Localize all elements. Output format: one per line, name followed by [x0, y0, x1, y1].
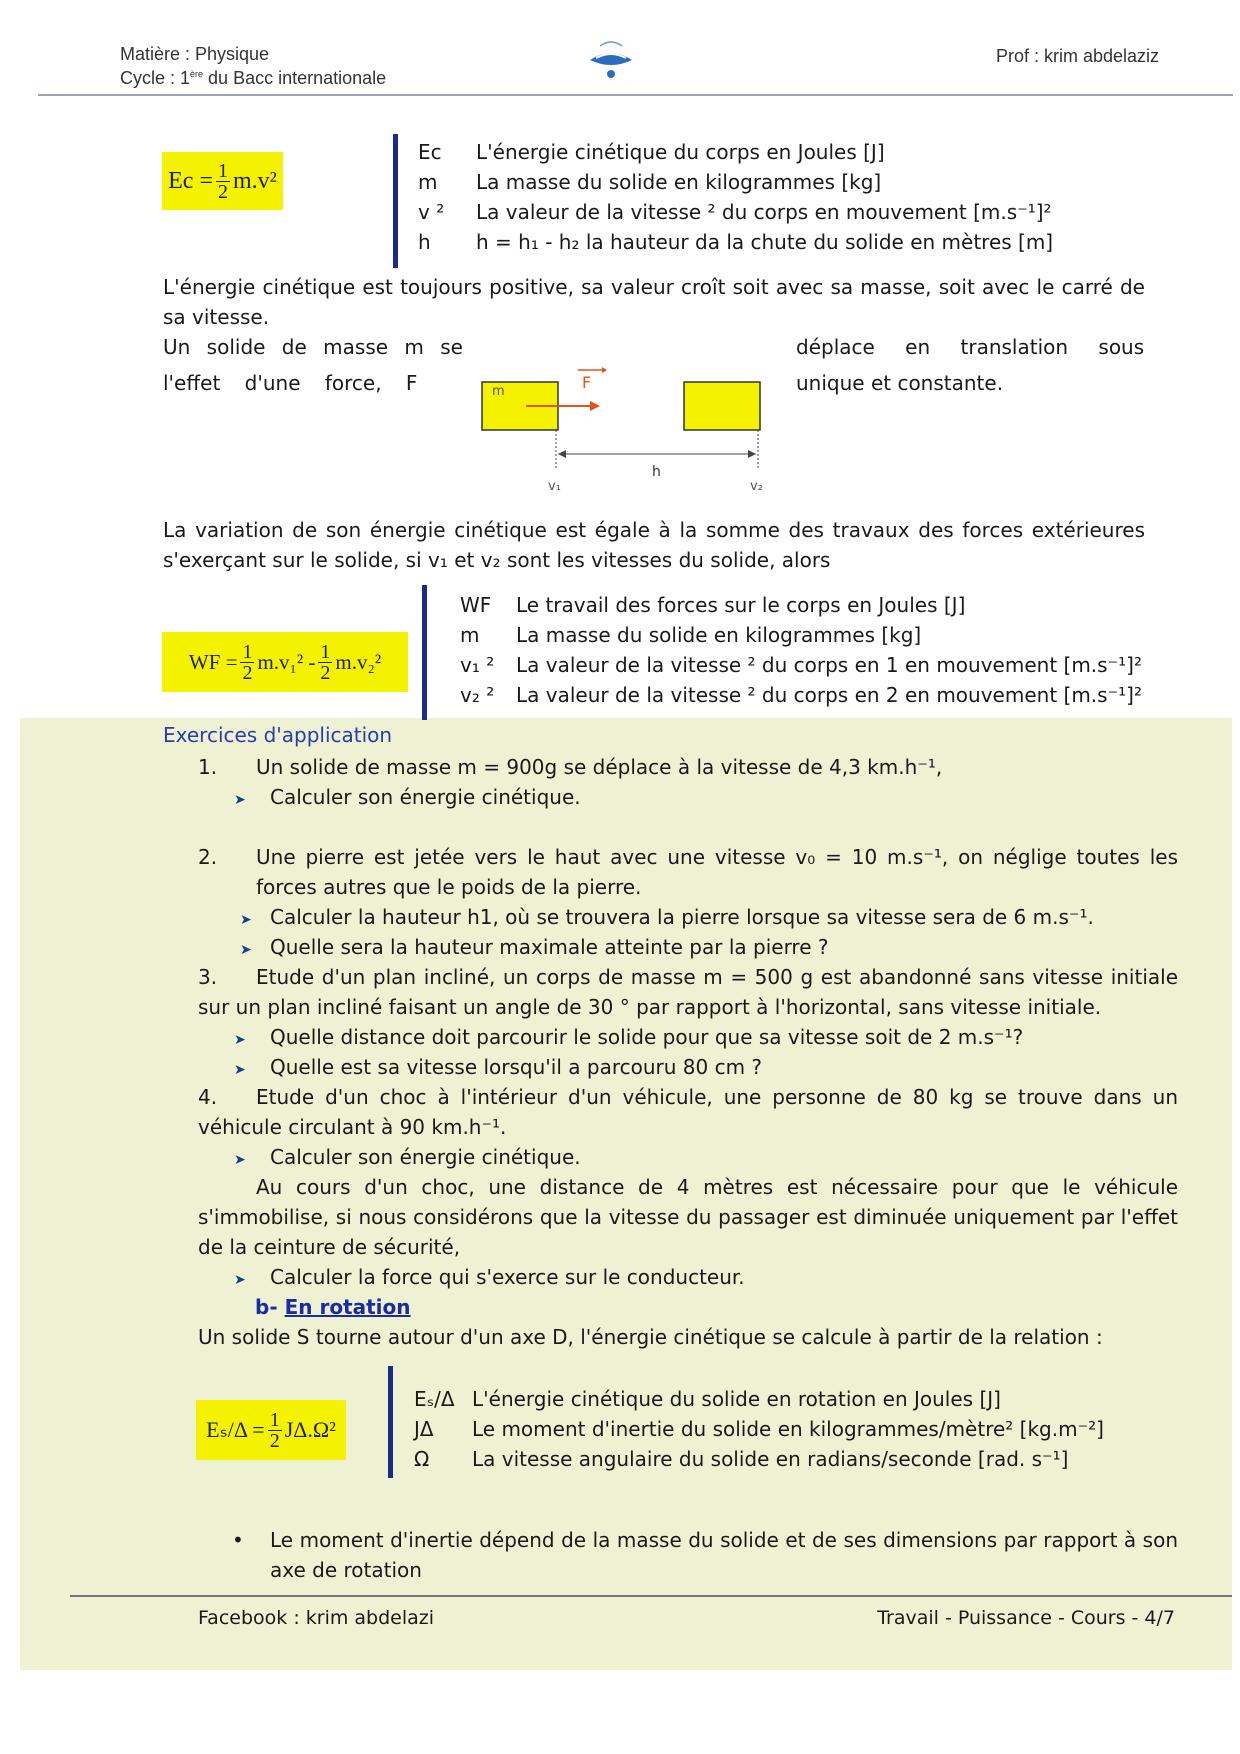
exercise-3-bullet-2: ➤ Quelle est sa vitesse lorsqu'il a parcouru 80 cm ? [234, 1052, 762, 1085]
paragraph-translation-right-2: unique et constante. [796, 371, 1004, 395]
definition-row: Eₛ/Δ L'énergie cinétique du solide en rotation en Joules [J] [414, 1387, 1001, 1411]
exercise-2: 2. Une pierre est jetée vers le haut avec une vitesse v₀ = 10 m.s⁻¹, on néglige toutes les forces autres que le poids de la pierre. [198, 845, 1178, 899]
exercises-title: Exercices d'application [163, 723, 393, 747]
header-professor: Prof : krim abdelaziz [996, 46, 1160, 66]
paragraph-variation: La variation de son énergie cinétique est égale à la somme des travaux des forces extérieures s'exerçant sur le solide, si v₁ et v₂ sont les vitesses du solide, alors [163, 518, 1145, 572]
translation-diagram [470, 360, 780, 500]
footer-rule [70, 1595, 1232, 1597]
arrow-bullet-icon: ➤ [234, 1062, 246, 1078]
work-energy-formula: WF = $\frac{1}{2}$ m.v₁² - $\frac{1}{2}$ m.v₂² [162, 632, 408, 692]
rotation-divider [388, 1366, 393, 1478]
formula2-divider [422, 585, 427, 720]
header-subject: Matière : Physique [120, 44, 270, 64]
distance-arrow-right [748, 450, 756, 458]
formula1-definitions [418, 137, 1118, 257]
arrow-bullet-icon: ➤ [234, 792, 246, 808]
exercise-4-bullet-2: ➤ Calculer la force qui s'exerce sur le conducteur. [234, 1262, 745, 1295]
exercise-1: 1. Un solide de masse m = 900g se déplace à la vitesse de 4,3 km.h⁻¹, [198, 755, 943, 779]
kinetic-energy-formula: Ec = $\frac{1}{2}$ m.v² [162, 152, 283, 210]
rotation-intro: Un solide S tourne autour d'un axe D, l'énergie cinétique se calcule à partir de la relation : [198, 1325, 1103, 1349]
definition-row: Ω La vitesse angulaire du solide en radians/seconde [rad. s⁻¹] [414, 1447, 1069, 1471]
distance-arrow-left [558, 450, 566, 458]
exercise-4-text-2: Au cours d'un choc, une distance de 4 mètres est nécessaire pour que le véhicule s'immobilise, si nous considérons que la vitesse du passager est diminuée uniquement par l'effet de la ceinture de sécurité, [198, 1175, 1178, 1259]
label-m: m [492, 384, 505, 399]
rotation-heading: b- En rotation [255, 1295, 411, 1319]
paragraph-translation-right-1: déplace en translation sous [796, 335, 1145, 359]
exercise-3-bullet-1: ➤ Quelle distance doit parcourir le solide pour que sa vitesse soit de 2 m.s⁻¹? [234, 1022, 1023, 1055]
header-cycle: Cycle : 1ère du Bacc internationale [120, 68, 387, 88]
exercise-3: 3. Etude d'un plan incliné, un corps de masse m = 500 g est abandonné sans vitesse initiale sur un plan incliné faisant un angle de 30 ° par rapport à l'horizontal, sans vitesse initiale. [198, 965, 1178, 1019]
formula2-definitions [460, 590, 1160, 710]
definition-row: Ec L'énergie cinétique du corps en Joules [J] [418, 140, 885, 164]
label-v2: v₂ [750, 479, 763, 494]
paragraph-translation-left-1: Un solide de masse m se [163, 335, 463, 359]
exercise-2-bullet-2: ➤ Quelle sera la hauteur maximale atteinte par la pierre ? [240, 932, 829, 965]
label-v1: v₁ [548, 479, 561, 494]
label-F: F [582, 373, 592, 392]
definition-row: v₂ ² La valeur de la vitesse ² du corps en 2 en mouvement [m.s⁻¹]² [460, 683, 1142, 707]
school-logo-icon [586, 38, 636, 84]
paragraph-translation-left-2: l'effet d'une force, F [163, 371, 418, 395]
exercise-4-bullet-1: ➤ Calculer son énergie cinétique. [234, 1142, 581, 1175]
exercise-2-bullet-1: ➤ Calculer la hauteur h1, où se trouvera la pierre lorsque sa vitesse sera de 6 m.s⁻¹. [240, 902, 1094, 935]
bullet-dot-icon: • [232, 1528, 244, 1552]
header-rule [38, 94, 1233, 96]
exercise-4: 4. Etude d'un choc à l'intérieur d'un véhicule, une personne de 80 kg se trouve dans un véhicule circulant à 90 km.h⁻¹. [198, 1085, 1178, 1139]
definition-row: m La masse du solide en kilogrammes [kg] [460, 623, 922, 647]
rotation-formula: Eₛ/Δ = $\frac{1}{2}$ JΔ.Ω² [196, 1400, 346, 1460]
formula1-divider [393, 134, 398, 268]
rotation-definitions [414, 1384, 1174, 1474]
arrow-bullet-icon: ➤ [234, 1152, 246, 1168]
rotation-link[interactable]: En rotation [284, 1295, 411, 1319]
definition-row: h h = h₁ - h₂ la hauteur da la chute du solide en mètres [m] [418, 230, 1054, 254]
force-vector-bar-head [602, 367, 607, 373]
block-final [684, 382, 760, 430]
paragraph-kinetic-positive: L'énergie cinétique est toujours positive, sa valeur croît soit avec sa masse, soit avec le carré de sa vitesse. [163, 275, 1145, 329]
definition-row: JΔ Le moment d'inertie du solide en kilogrammes/mètre² [kg.m⁻²] [414, 1417, 1104, 1441]
footer-page-info: Travail - Puissance - Cours - 4/7 [877, 1607, 1175, 1629]
definition-row: v₁ ² La valeur de la vitesse ² du corps en 1 en mouvement [m.s⁻¹]² [460, 653, 1142, 677]
exercise-1-bullet: ➤ Calculer son énergie cinétique. [234, 782, 581, 815]
label-h: h [652, 464, 661, 480]
definition-row: v ² La valeur de la vitesse ² du corps en mouvement [m.s⁻¹]² [418, 200, 1052, 224]
arrow-bullet-icon: ➤ [240, 912, 252, 928]
footer-facebook: Facebook : krim abdelazi [198, 1607, 435, 1629]
arrow-bullet-icon: ➤ [240, 942, 252, 958]
definition-row: m La masse du solide en kilogrammes [kg] [418, 170, 882, 194]
rotation-bullet: • Le moment d'inertie dépend de la masse du solide et de ses dimensions par rapport à son axe de rotation [232, 1525, 1178, 1585]
arrow-bullet-icon: ➤ [234, 1032, 246, 1048]
arrow-bullet-icon: ➤ [234, 1272, 246, 1288]
force-arrow-head [590, 401, 600, 411]
definition-row: WF Le travail des forces sur le corps en Joules [J] [460, 593, 966, 617]
